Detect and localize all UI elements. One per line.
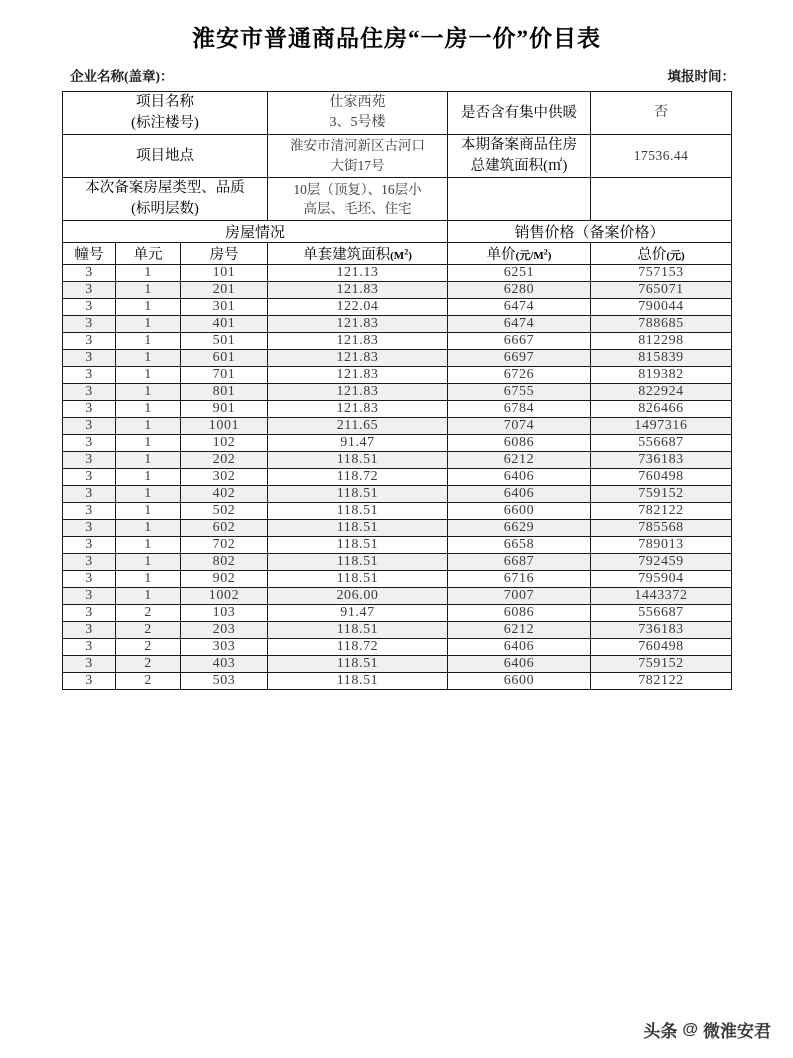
report-date-label: 填报时间： bbox=[667, 69, 735, 84]
cell-room: 1002 bbox=[181, 588, 268, 605]
info-value-project-location bbox=[268, 135, 448, 178]
info-value-line2: 3、5号楼 bbox=[329, 115, 386, 131]
cell-unit-price: 6212 bbox=[448, 452, 591, 469]
table-row bbox=[63, 503, 732, 520]
cell-building: 3 bbox=[63, 622, 116, 639]
cell-unit: 2 bbox=[116, 639, 181, 656]
cell-building: 3 bbox=[63, 486, 116, 503]
cell-unit-price: 6600 bbox=[448, 503, 591, 520]
cell-area: 121.83 bbox=[268, 316, 448, 333]
table-row bbox=[63, 282, 732, 299]
cell-unit-price: 6086 bbox=[448, 605, 591, 622]
table-row bbox=[63, 622, 732, 639]
cell-room: 602 bbox=[181, 520, 268, 537]
cell-unit-price: 6697 bbox=[448, 350, 591, 367]
cell-unit-price: 6716 bbox=[448, 571, 591, 588]
column-header-unit: 单元 bbox=[116, 243, 181, 265]
cell-building: 3 bbox=[63, 299, 116, 316]
info-row-project-location bbox=[63, 135, 732, 178]
cell-unit-price: 6406 bbox=[448, 656, 591, 673]
cell-unit: 1 bbox=[116, 503, 181, 520]
info-value-line1: 淮安市清河新区古河口 bbox=[290, 138, 425, 154]
cell-unit-price: 6406 bbox=[448, 469, 591, 486]
cell-total-price: 782122 bbox=[591, 673, 732, 690]
cell-area: 118.51 bbox=[268, 452, 448, 469]
cell-area: 118.51 bbox=[268, 554, 448, 571]
table-row bbox=[63, 469, 732, 486]
page-title: 淮安市普通商品住房“一房一价”价目表 bbox=[192, 26, 601, 51]
cell-building: 3 bbox=[63, 418, 116, 435]
table-row bbox=[63, 316, 732, 333]
cell-building: 3 bbox=[63, 350, 116, 367]
cell-room: 501 bbox=[181, 333, 268, 350]
info-label-house-type bbox=[63, 178, 268, 221]
column-header-total-price bbox=[591, 243, 732, 265]
cell-building: 3 bbox=[63, 401, 116, 418]
cell-unit-price: 6755 bbox=[448, 384, 591, 401]
info-value-total-area: 17536.44 bbox=[591, 135, 732, 178]
cell-total-price: 815839 bbox=[591, 350, 732, 367]
table-row bbox=[63, 333, 732, 350]
cell-total-price: 812298 bbox=[591, 333, 732, 350]
cell-unit: 1 bbox=[116, 520, 181, 537]
column-header-unit-price-unit: (元$/M^2$) bbox=[515, 247, 552, 263]
cell-area: 118.51 bbox=[268, 503, 448, 520]
table-row bbox=[63, 673, 732, 690]
cell-room: 302 bbox=[181, 469, 268, 486]
column-header-area-unit: $(M^2)$ bbox=[390, 247, 412, 263]
cell-total-price: 819382 bbox=[591, 367, 732, 384]
column-header-unit-price-label: 单价 bbox=[486, 247, 516, 264]
table-wrapper bbox=[62, 91, 731, 690]
table-row bbox=[63, 350, 732, 367]
cell-room: 502 bbox=[181, 503, 268, 520]
cell-unit: 1 bbox=[116, 418, 181, 435]
info-label-line2: (标明层数) bbox=[131, 201, 199, 218]
info-label-central-heating: 是否含有集中供暖 bbox=[448, 92, 591, 135]
cell-total-price: 765071 bbox=[591, 282, 732, 299]
info-row-house-type bbox=[63, 178, 732, 221]
cell-area: 118.51 bbox=[268, 486, 448, 503]
cell-unit: 1 bbox=[116, 571, 181, 588]
cell-area: 121.83 bbox=[268, 367, 448, 384]
table-row bbox=[63, 537, 732, 554]
column-header-building: 幢号 bbox=[63, 243, 116, 265]
footer-brand bbox=[643, 1017, 771, 1042]
cell-unit: 1 bbox=[116, 588, 181, 605]
footer bbox=[0, 1008, 793, 1048]
info-label-line1: 本次备案房屋类型、品质 bbox=[85, 180, 245, 197]
cell-room: 902 bbox=[181, 571, 268, 588]
info-row-project-name bbox=[63, 92, 732, 135]
cell-total-price: 788685 bbox=[591, 316, 732, 333]
cell-unit: 2 bbox=[116, 673, 181, 690]
cell-building: 3 bbox=[63, 520, 116, 537]
cell-room: 601 bbox=[181, 350, 268, 367]
cell-building: 3 bbox=[63, 605, 116, 622]
cell-area: 206.00 bbox=[268, 588, 448, 605]
info-value-central-heating: 否 bbox=[591, 92, 732, 135]
cell-room: 103 bbox=[181, 605, 268, 622]
cell-unit-price: 6600 bbox=[448, 673, 591, 690]
cell-total-price: 1497316 bbox=[591, 418, 732, 435]
cell-total-price: 790044 bbox=[591, 299, 732, 316]
column-header-room: 房号 bbox=[181, 243, 268, 265]
table-row bbox=[63, 401, 732, 418]
cell-unit-price: 6629 bbox=[448, 520, 591, 537]
company-name-label: 企业名称(盖章)： bbox=[70, 69, 174, 84]
cell-total-price: 785568 bbox=[591, 520, 732, 537]
cell-building: 3 bbox=[63, 588, 116, 605]
cell-building: 3 bbox=[63, 571, 116, 588]
cell-unit-price: 6406 bbox=[448, 486, 591, 503]
cell-area: 118.72 bbox=[268, 639, 448, 656]
column-header-row bbox=[63, 243, 732, 265]
cell-room: 503 bbox=[181, 673, 268, 690]
cell-unit: 1 bbox=[116, 452, 181, 469]
table-row bbox=[63, 605, 732, 622]
cell-unit: 2 bbox=[116, 622, 181, 639]
cell-unit-price: 6667 bbox=[448, 333, 591, 350]
cell-room: 202 bbox=[181, 452, 268, 469]
cell-building: 3 bbox=[63, 503, 116, 520]
cell-room: 402 bbox=[181, 486, 268, 503]
info-label-total-area bbox=[448, 135, 591, 178]
info-label-line2: (标注楼号) bbox=[131, 115, 199, 132]
info-value-project-name bbox=[268, 92, 448, 135]
footer-platform-label: 头条 bbox=[643, 1022, 678, 1041]
cell-unit-price: 6086 bbox=[448, 435, 591, 452]
cell-building: 3 bbox=[63, 333, 116, 350]
cell-unit-price: 7007 bbox=[448, 588, 591, 605]
column-header-area-label: 单套建筑面积 bbox=[303, 247, 391, 264]
cell-building: 3 bbox=[63, 435, 116, 452]
cell-building: 3 bbox=[63, 282, 116, 299]
table-row bbox=[63, 452, 732, 469]
group-header-price: 销售价格（备案价格） bbox=[448, 221, 732, 243]
cell-unit-price: 6280 bbox=[448, 282, 591, 299]
cell-unit: 1 bbox=[116, 554, 181, 571]
cell-total-price: 822924 bbox=[591, 384, 732, 401]
info-label-line1: 项目名称 bbox=[136, 94, 194, 110]
cell-unit: 1 bbox=[116, 401, 181, 418]
column-header-total-price-label: 总价 bbox=[637, 247, 667, 264]
cell-room: 702 bbox=[181, 537, 268, 554]
cell-area: 121.13 bbox=[268, 265, 448, 282]
info-empty-cell-label bbox=[448, 178, 591, 221]
table-row bbox=[63, 384, 732, 401]
cell-building: 3 bbox=[63, 265, 116, 282]
cell-area: 118.51 bbox=[268, 673, 448, 690]
table-body bbox=[63, 265, 732, 690]
cell-unit: 1 bbox=[116, 350, 181, 367]
table-row bbox=[63, 265, 732, 282]
cell-area: 118.51 bbox=[268, 622, 448, 639]
at-icon: @ bbox=[682, 1020, 698, 1038]
info-value-line2: 高层、毛坯、住宅 bbox=[303, 201, 412, 217]
cell-room: 403 bbox=[181, 656, 268, 673]
cell-unit: 1 bbox=[116, 282, 181, 299]
cell-unit: 1 bbox=[116, 435, 181, 452]
cell-building: 3 bbox=[63, 554, 116, 571]
table-row bbox=[63, 520, 732, 537]
cell-unit: 2 bbox=[116, 656, 181, 673]
info-value-line1: 10层（顶复）、16层小 bbox=[293, 181, 422, 197]
cell-unit: 1 bbox=[116, 265, 181, 282]
cell-unit-price: 6406 bbox=[448, 639, 591, 656]
cell-total-price: 795904 bbox=[591, 571, 732, 588]
cell-unit-price: 6474 bbox=[448, 316, 591, 333]
cell-room: 801 bbox=[181, 384, 268, 401]
cell-total-price: 760498 bbox=[591, 469, 732, 486]
cell-building: 3 bbox=[63, 452, 116, 469]
table-row bbox=[63, 435, 732, 452]
cell-area: 91.47 bbox=[268, 605, 448, 622]
info-label-project-location: 项目地点 bbox=[63, 135, 268, 178]
cell-total-price: 759152 bbox=[591, 656, 732, 673]
cell-area: 118.51 bbox=[268, 656, 448, 673]
info-value-line2: 大街17号 bbox=[330, 158, 385, 174]
cell-area: 121.83 bbox=[268, 282, 448, 299]
cell-total-price: 1443372 bbox=[591, 588, 732, 605]
table-row bbox=[63, 639, 732, 656]
cell-unit: 1 bbox=[116, 384, 181, 401]
info-label-project-name bbox=[63, 92, 268, 135]
cell-unit-price: 6251 bbox=[448, 265, 591, 282]
cell-unit: 2 bbox=[116, 605, 181, 622]
price-table bbox=[62, 91, 732, 690]
cell-unit-price: 7074 bbox=[448, 418, 591, 435]
cell-unit: 1 bbox=[116, 537, 181, 554]
cell-room: 201 bbox=[181, 282, 268, 299]
cell-building: 3 bbox=[63, 639, 116, 656]
cell-area: 121.83 bbox=[268, 401, 448, 418]
cell-total-price: 736183 bbox=[591, 622, 732, 639]
cell-unit-price: 6687 bbox=[448, 554, 591, 571]
cell-building: 3 bbox=[63, 656, 116, 673]
column-header-area bbox=[268, 243, 448, 265]
cell-area: 118.51 bbox=[268, 571, 448, 588]
cell-unit: 1 bbox=[116, 316, 181, 333]
column-header-total-price-unit: (元) bbox=[666, 250, 685, 263]
table-row bbox=[63, 656, 732, 673]
cell-total-price: 759152 bbox=[591, 486, 732, 503]
cell-area: 118.51 bbox=[268, 537, 448, 554]
cell-unit: 1 bbox=[116, 367, 181, 384]
cell-total-price: 760498 bbox=[591, 639, 732, 656]
cell-room: 802 bbox=[181, 554, 268, 571]
cell-area: 211.65 bbox=[268, 418, 448, 435]
cell-area: 121.83 bbox=[268, 384, 448, 401]
cell-room: 1001 bbox=[181, 418, 268, 435]
cell-unit: 1 bbox=[116, 299, 181, 316]
cell-unit-price: 6474 bbox=[448, 299, 591, 316]
group-header-row bbox=[63, 221, 732, 243]
table-row bbox=[63, 418, 732, 435]
cell-area: 118.72 bbox=[268, 469, 448, 486]
cell-room: 102 bbox=[181, 435, 268, 452]
cell-room: 303 bbox=[181, 639, 268, 656]
cell-building: 3 bbox=[63, 367, 116, 384]
meta-row bbox=[0, 55, 793, 91]
info-label-line2: 总建筑面积(㎡) bbox=[470, 158, 568, 175]
cell-room: 301 bbox=[181, 299, 268, 316]
cell-total-price: 792459 bbox=[591, 554, 732, 571]
info-value-line1: 仕家西苑 bbox=[329, 94, 386, 110]
cell-room: 401 bbox=[181, 316, 268, 333]
cell-building: 3 bbox=[63, 469, 116, 486]
cell-building: 3 bbox=[63, 537, 116, 554]
cell-total-price: 556687 bbox=[591, 435, 732, 452]
cell-unit-price: 6726 bbox=[448, 367, 591, 384]
table-row bbox=[63, 554, 732, 571]
cell-room: 901 bbox=[181, 401, 268, 418]
cell-area: 122.04 bbox=[268, 299, 448, 316]
info-label-line1: 本期备案商品住房 bbox=[461, 137, 577, 154]
cell-building: 3 bbox=[63, 673, 116, 690]
cell-unit-price: 6784 bbox=[448, 401, 591, 418]
column-header-unit-price bbox=[448, 243, 591, 265]
table-row bbox=[63, 299, 732, 316]
table-row bbox=[63, 367, 732, 384]
cell-unit-price: 6658 bbox=[448, 537, 591, 554]
cell-area: 121.83 bbox=[268, 350, 448, 367]
table-row bbox=[63, 486, 732, 503]
cell-total-price: 757153 bbox=[591, 265, 732, 282]
cell-area: 118.51 bbox=[268, 520, 448, 537]
group-header-house: 房屋情况 bbox=[63, 221, 448, 243]
cell-unit: 1 bbox=[116, 469, 181, 486]
cell-unit: 1 bbox=[116, 486, 181, 503]
info-empty-cell-value bbox=[591, 178, 732, 221]
cell-total-price: 782122 bbox=[591, 503, 732, 520]
cell-room: 701 bbox=[181, 367, 268, 384]
footer-account-label: 微淮安君 bbox=[703, 1022, 771, 1041]
cell-unit-price: 6212 bbox=[448, 622, 591, 639]
cell-total-price: 556687 bbox=[591, 605, 732, 622]
cell-unit: 1 bbox=[116, 333, 181, 350]
cell-room: 101 bbox=[181, 265, 268, 282]
cell-building: 3 bbox=[63, 384, 116, 401]
table-row bbox=[63, 571, 732, 588]
cell-area: 91.47 bbox=[268, 435, 448, 452]
cell-building: 3 bbox=[63, 316, 116, 333]
table-row bbox=[63, 588, 732, 605]
cell-room: 203 bbox=[181, 622, 268, 639]
cell-total-price: 789013 bbox=[591, 537, 732, 554]
cell-area: 121.83 bbox=[268, 333, 448, 350]
info-value-house-type bbox=[268, 178, 448, 221]
cell-total-price: 826466 bbox=[591, 401, 732, 418]
cell-total-price: 736183 bbox=[591, 452, 732, 469]
